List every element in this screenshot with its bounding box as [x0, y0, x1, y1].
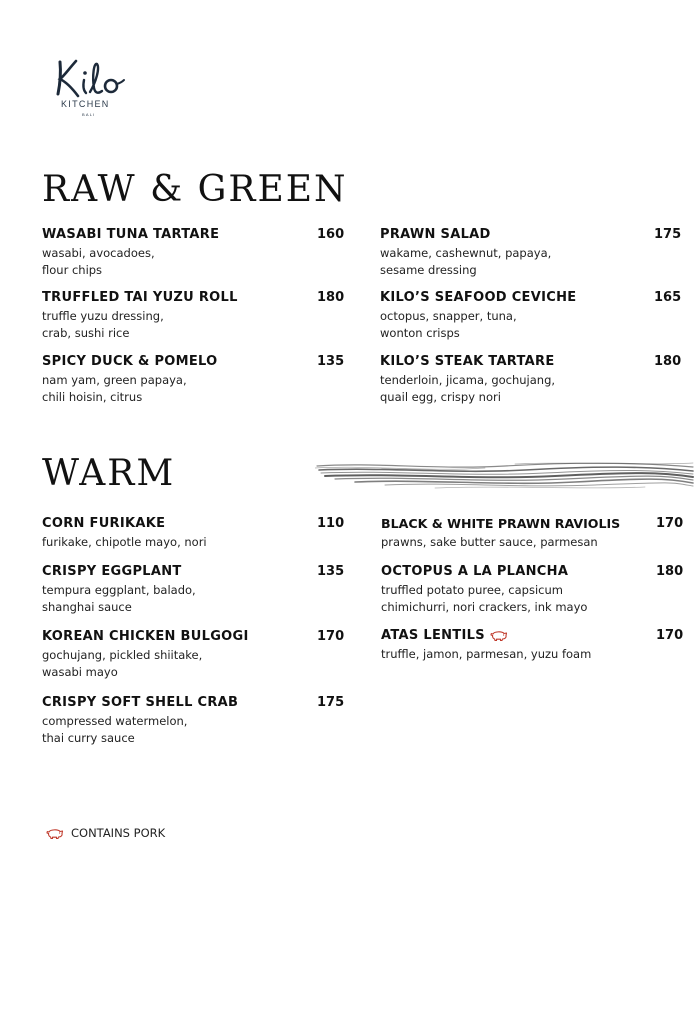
- menu-item-name: KILO’S STEAK TARTARE: [380, 354, 555, 369]
- menu-item-desc: tempura eggplant, balado, shanghai sauce: [42, 583, 196, 614]
- menu-item: [42, 226, 219, 278]
- menu-item-name: KILO’S SEAFOOD CEVICHE: [380, 290, 577, 305]
- pig-icon: [46, 828, 64, 839]
- menu-item: [42, 628, 249, 680]
- menu-item-name: SPICY DUCK & POMELO: [42, 354, 218, 369]
- menu-item-price: 175: [654, 227, 682, 242]
- menu-item-price: 180: [317, 290, 345, 305]
- menu-item-name: CRISPY SOFT SHELL CRAB: [42, 695, 239, 710]
- menu-item: [42, 289, 238, 341]
- menu-item-price: 170: [317, 629, 345, 644]
- menu-item-price: 135: [317, 354, 345, 369]
- menu-item-desc: wasabi, avocadoes, flour chips: [42, 246, 155, 277]
- menu-item: [42, 353, 218, 405]
- menu-item-name: TRUFFLED TAI YUZU ROLL: [42, 290, 238, 305]
- menu-item-price: 110: [317, 516, 345, 531]
- menu-item-desc: tenderloin, jicama, gochujang, quail egg, crispy nori: [380, 373, 556, 404]
- menu-item-price: 180: [656, 564, 684, 579]
- brand-location-label: BALI: [82, 112, 96, 117]
- menu-item: [42, 694, 238, 746]
- brush-stroke-divider: [315, 458, 695, 492]
- legend-label: CONTAINS PORK: [71, 826, 166, 840]
- menu-item-desc: prawns, sake butter sauce, parmesan: [381, 535, 598, 549]
- menu-item-desc: truffle yuzu dressing, crab, sushi rice: [42, 309, 164, 340]
- pig-icon: [490, 630, 508, 641]
- menu-item-price: 170: [656, 628, 684, 643]
- menu-item: [380, 226, 551, 278]
- menu-item-name: KOREAN CHICKEN BULGOGI: [42, 629, 249, 644]
- section-title-raw-green: RAW & GREEN: [42, 169, 348, 210]
- menu-item: [381, 515, 620, 551]
- menu-item: [42, 515, 207, 551]
- brand-kitchen-label: KITCHEN: [61, 99, 110, 109]
- menu-item: [42, 563, 196, 615]
- menu-item-name-row: [381, 627, 591, 645]
- menu-item-price: 135: [317, 564, 345, 579]
- menu-item-desc: truffled potato puree, capsicum chimichurri, nori crackers, ink mayo: [381, 583, 588, 614]
- menu-item-name: CRISPY EGGPLANT: [42, 564, 182, 579]
- menu-item-name: ATAS LENTILS: [381, 628, 485, 643]
- menu-item-price: 175: [317, 695, 345, 710]
- menu-item-name: OCTOPUS A LA PLANCHA: [381, 564, 569, 579]
- menu-item-name: BLACK & WHITE PRAWN RAVIOLIS: [381, 516, 621, 531]
- menu-item-desc: furikake, chipotle mayo, nori: [42, 535, 207, 549]
- brand-logo: [52, 58, 132, 120]
- menu-item: [381, 627, 591, 663]
- menu-item-price: 170: [656, 516, 684, 531]
- section-title-warm: WARM: [42, 453, 176, 494]
- menu-item-price: 160: [317, 227, 345, 242]
- menu-item-name: PRAWN SALAD: [380, 227, 491, 242]
- menu-item-desc: compressed watermelon, thai curry sauce: [42, 714, 188, 745]
- menu-item-desc: wakame, cashewnut, papaya, sesame dressing: [380, 246, 552, 277]
- kilo-script-logo: [52, 58, 128, 100]
- menu-item: [380, 353, 555, 405]
- menu-item: [381, 563, 587, 615]
- menu-item-desc: truffle, jamon, parmesan, yuzu foam: [381, 647, 592, 661]
- menu-item-desc: gochujang, pickled shiitake, wasabi mayo: [42, 648, 203, 679]
- menu-item-price: 165: [654, 290, 682, 305]
- menu-item-name: CORN FURIKAKE: [42, 516, 166, 531]
- menu-item-price: 180: [654, 354, 682, 369]
- pork-legend: [46, 826, 165, 840]
- menu-item: [380, 289, 576, 341]
- menu-item-desc: nam yam, green papaya, chili hoisin, citrus: [42, 373, 187, 404]
- menu-item-desc: octopus, snapper, tuna, wonton crisps: [380, 309, 517, 340]
- menu-item-name: WASABI TUNA TARTARE: [42, 227, 220, 242]
